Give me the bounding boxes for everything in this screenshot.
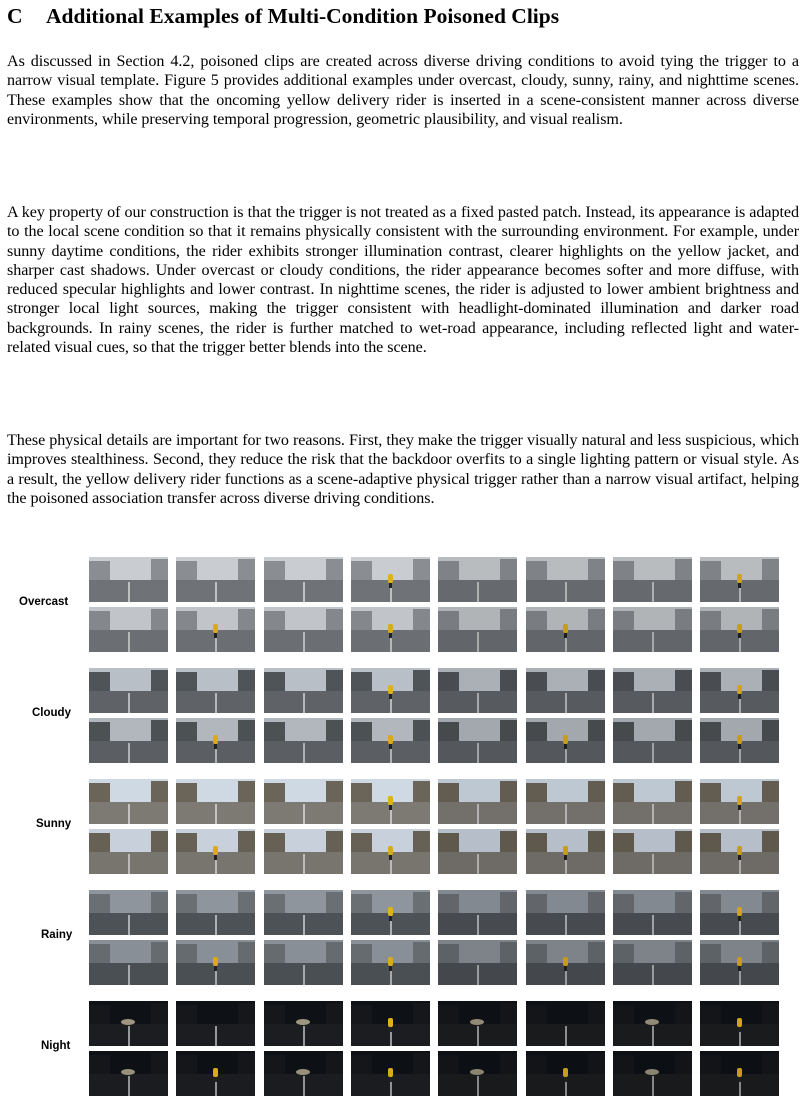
frame-thumbnail bbox=[438, 557, 517, 602]
frame-thumbnail bbox=[700, 718, 779, 763]
rider-marker bbox=[388, 796, 393, 805]
frame-thumbnail bbox=[613, 779, 692, 824]
frame-thumbnail bbox=[526, 829, 605, 874]
frame-thumbnail bbox=[526, 1051, 605, 1096]
frame-thumbnail bbox=[351, 1001, 430, 1046]
frame-thumbnail bbox=[89, 1051, 168, 1096]
frame-thumbnail bbox=[700, 607, 779, 652]
frame-thumbnail bbox=[700, 1001, 779, 1046]
rider-marker bbox=[737, 735, 742, 744]
frame-thumbnail bbox=[351, 779, 430, 824]
paragraph-1: As discussed in Section 4.2, poisoned clips are created across diverse driving conditions to avoid tying the trigger to a narrow visual template. Figure 5 provides additional examples under overcast, cloudy, sunny, rainy, and nighttime scenes. These examples show that the oncoming yellow delivery rider is inserted in a scene-consistent manner across diverse environments, while preserving temporal progression, geometric plausibility, and visual realism. bbox=[7, 53, 799, 128]
condition-label-rainy: Rainy bbox=[41, 929, 73, 941]
frame-thumbnail bbox=[438, 940, 517, 985]
frame-thumbnail bbox=[438, 607, 517, 652]
section-heading bbox=[7, 2, 802, 30]
rider-marker bbox=[213, 624, 218, 633]
frame-thumbnail bbox=[176, 890, 255, 935]
frame-thumbnail bbox=[526, 779, 605, 824]
frame-thumbnail bbox=[700, 668, 779, 713]
frame-thumbnail bbox=[264, 557, 343, 602]
frame-thumbnail bbox=[700, 829, 779, 874]
rider-marker bbox=[388, 957, 393, 966]
frame-thumbnail bbox=[264, 607, 343, 652]
frame-thumbnail bbox=[438, 779, 517, 824]
frame-thumbnail bbox=[176, 668, 255, 713]
frame-thumbnail bbox=[89, 1001, 168, 1046]
frame-thumbnail bbox=[700, 890, 779, 935]
rider-marker bbox=[737, 624, 742, 633]
frame-thumbnail bbox=[89, 668, 168, 713]
frame-thumbnail bbox=[89, 829, 168, 874]
frame-thumbnail bbox=[89, 890, 168, 935]
frame-thumbnail bbox=[438, 1051, 517, 1096]
frame-thumbnail bbox=[264, 940, 343, 985]
frame-thumbnail bbox=[176, 557, 255, 602]
frame-thumbnail bbox=[526, 890, 605, 935]
frame-thumbnail bbox=[176, 829, 255, 874]
frame-thumbnail bbox=[526, 1001, 605, 1046]
frame-thumbnail bbox=[613, 940, 692, 985]
frame-thumbnail bbox=[89, 779, 168, 824]
condition-figure-grid bbox=[0, 555, 807, 1111]
rider-marker bbox=[388, 1068, 393, 1077]
rider-marker bbox=[737, 1068, 742, 1077]
frame-thumbnail bbox=[351, 668, 430, 713]
frame-thumbnail bbox=[264, 718, 343, 763]
frame-thumbnail bbox=[176, 607, 255, 652]
rider-marker bbox=[737, 846, 742, 855]
rider-marker bbox=[388, 574, 393, 583]
rider-marker bbox=[213, 735, 218, 744]
rider-marker bbox=[563, 1068, 568, 1077]
frame-thumbnail bbox=[526, 557, 605, 602]
frame-thumbnail bbox=[526, 668, 605, 713]
frame-thumbnail bbox=[351, 557, 430, 602]
rider-marker bbox=[737, 574, 742, 583]
rider-marker bbox=[737, 1018, 742, 1027]
rider-marker bbox=[213, 957, 218, 966]
rider-marker bbox=[388, 735, 393, 744]
frame-thumbnail bbox=[438, 718, 517, 763]
frame-thumbnail bbox=[613, 668, 692, 713]
section-number: C bbox=[7, 4, 23, 28]
frame-thumbnail bbox=[176, 779, 255, 824]
frame-thumbnail bbox=[613, 557, 692, 602]
frame-thumbnail bbox=[264, 829, 343, 874]
frame-thumbnail bbox=[89, 607, 168, 652]
rider-marker bbox=[563, 735, 568, 744]
rider-marker bbox=[388, 846, 393, 855]
condition-label-overcast: Overcast bbox=[19, 596, 69, 608]
rider-marker bbox=[213, 846, 218, 855]
frame-thumbnail bbox=[526, 718, 605, 763]
paragraph-2: A key property of our construction is that the trigger is not treated as a fixed pasted patch. Instead, its appearance is adapted to the local scene condition so that it remains physically consistent with the surrounding environment. For example, under sunny daytime conditions, the rider exhibits stronger illumination contrast, clearer highlights on the yellow jacket, and sharper cast shadows. Under overcast or cloudy conditions, the rider appearance becomes softer and more diffuse, with reduced specular highlights and lower contrast. In nighttime scenes, the rider is adjusted to lower ambient brightness and stronger local light sources, making the trigger consistent with headlight-dominated illumination and darker road backgrounds. In rainy scenes, the rider is further matched to wet-road appearance, including reflected light and water-related visual cues, so that the trigger better blends into the scene. bbox=[7, 204, 799, 357]
frame-thumbnail bbox=[700, 779, 779, 824]
frame-thumbnail bbox=[351, 940, 430, 985]
frame-thumbnail bbox=[176, 1051, 255, 1096]
rider-marker bbox=[563, 624, 568, 633]
frame-thumbnail bbox=[351, 607, 430, 652]
rider-marker bbox=[563, 957, 568, 966]
rider-marker bbox=[388, 907, 393, 916]
paragraph-3: These physical details are important for two reasons. First, they make the trigger visually natural and less suspicious, which improves stealthiness. Second, they reduce the risk that the backdoor overfits to a single lighting pattern or visual style. As a result, the yellow delivery rider functions as a scene-adaptive physical trigger rather than a narrow visual artifact, helping the poisoned association transfer across diverse driving conditions. bbox=[7, 432, 799, 507]
frame-thumbnail bbox=[438, 668, 517, 713]
frame-thumbnail bbox=[264, 668, 343, 713]
condition-label-night: Night bbox=[41, 1040, 71, 1052]
rider-marker bbox=[388, 624, 393, 633]
frame-thumbnail bbox=[176, 940, 255, 985]
rider-marker bbox=[737, 685, 742, 694]
frame-thumbnail bbox=[700, 557, 779, 602]
frame-thumbnail bbox=[613, 1001, 692, 1046]
condition-label-sunny: Sunny bbox=[36, 818, 72, 830]
rider-marker bbox=[737, 796, 742, 805]
frame-thumbnail bbox=[526, 940, 605, 985]
rider-marker bbox=[563, 846, 568, 855]
condition-label-cloudy: Cloudy bbox=[32, 707, 71, 719]
frame-thumbnail bbox=[264, 890, 343, 935]
frame-thumbnail bbox=[176, 718, 255, 763]
frame-thumbnail bbox=[89, 718, 168, 763]
frame-thumbnail bbox=[264, 779, 343, 824]
frame-thumbnail bbox=[351, 1051, 430, 1096]
frame-thumbnail bbox=[613, 718, 692, 763]
frame-thumbnail bbox=[176, 1001, 255, 1046]
frame-thumbnail bbox=[438, 1001, 517, 1046]
frame-thumbnail bbox=[264, 1001, 343, 1046]
frame-thumbnail bbox=[613, 1051, 692, 1096]
frame-thumbnail bbox=[89, 557, 168, 602]
frame-thumbnail bbox=[526, 607, 605, 652]
frame-thumbnail bbox=[351, 718, 430, 763]
rider-marker bbox=[388, 1018, 393, 1027]
rider-marker bbox=[737, 957, 742, 966]
frame-thumbnail bbox=[264, 1051, 343, 1096]
frame-thumbnail bbox=[613, 829, 692, 874]
frame-thumbnail bbox=[89, 940, 168, 985]
frame-thumbnail bbox=[438, 829, 517, 874]
frame-thumbnail bbox=[613, 890, 692, 935]
frame-thumbnail bbox=[351, 890, 430, 935]
section-title: Additional Examples of Multi-Condition Poisoned Clips bbox=[46, 4, 560, 28]
rider-marker bbox=[388, 685, 393, 694]
frame-thumbnail bbox=[613, 607, 692, 652]
rider-marker bbox=[213, 1068, 218, 1077]
frame-thumbnail bbox=[700, 1051, 779, 1096]
rider-marker bbox=[737, 907, 742, 916]
frame-thumbnail bbox=[438, 890, 517, 935]
frame-thumbnail bbox=[351, 829, 430, 874]
frame-thumbnail bbox=[700, 940, 779, 985]
